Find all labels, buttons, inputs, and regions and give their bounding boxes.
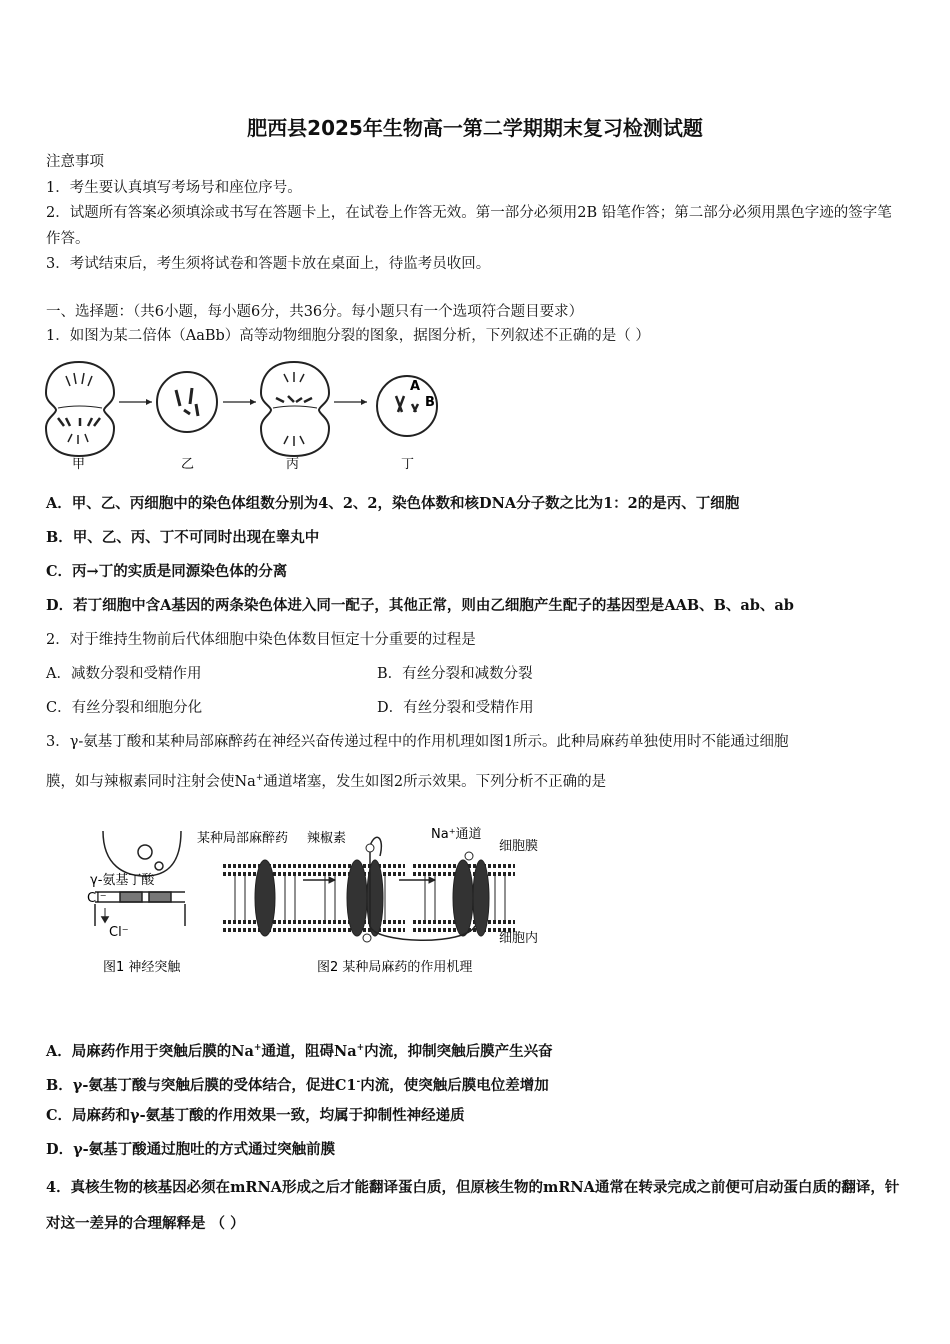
- fig2-label-capsaicin: 辣椒素: [307, 831, 347, 846]
- section-heading: 一、选择题：（共6小题，每小题6分，共36分。每小题只有一个选项符合题目要求）: [46, 304, 584, 320]
- q3-stem-line-1: 3．γ-氨基丁酸和某种局部麻醉药在神经兴奋传递过程中的作用机理如图1所示。此种局麻药单独使用时不能通过细胞: [46, 734, 789, 750]
- q2-option-b: B．有丝分裂和减数分裂: [377, 666, 533, 682]
- q3-stem-line-2: 膜，如与辣椒素同时注射会使Na+通道堵塞，发生如图2所示效果。下列分析不正确的是: [46, 773, 607, 790]
- notice-item-1: 1．考生要认真填写考场号和座位序号。: [46, 180, 302, 196]
- q3-synapse-figure: [85, 826, 545, 981]
- q3-option-a: A．局麻药作用于突触后膜的Na+通道，阻碍Na+内流，抑制突触后膜产生兴奋: [46, 1042, 553, 1060]
- notice-item-3: 3．考试结束后，考生须将试卷和答题卡放在桌面上，待监考员收回。: [46, 256, 491, 272]
- fig-label-bing: 丙: [286, 457, 300, 472]
- fig1-caption: 图1 神经突触: [103, 960, 181, 975]
- q3-option-d: D．γ-氨基丁酸通过胞吐的方式通过突触前膜: [46, 1141, 336, 1158]
- fig2-label-na-channel: Na⁺通道: [431, 827, 482, 842]
- fig-label-ding: 丁: [401, 457, 415, 472]
- fig1-label-cl-bottom: Cl⁻: [109, 925, 129, 940]
- q1-option-d: D．若丁细胞中含A基因的两条染色体进入同一配子，其他正常，则由乙细胞产生配子的基因型是AAB、B、ab、ab: [46, 597, 794, 614]
- membrane-diagram: [223, 837, 515, 942]
- q2-option-c: C．有丝分裂和细胞分化: [46, 700, 203, 716]
- q2-option-a: A．减数分裂和受精作用: [46, 666, 202, 682]
- q2-options-row-1: [46, 664, 906, 684]
- fig1-label-cl-top: Cl⁻: [87, 891, 107, 906]
- fig2-label-membrane: 细胞膜: [499, 839, 539, 854]
- q2-option-d: D．有丝分裂和受精作用: [377, 700, 534, 716]
- fig2-label-anesthetic: 某种局部麻醉药: [197, 831, 289, 846]
- q3-option-c: C．局麻药和γ-氨基丁酸的作用效果一致，均属于抑制性神经递质: [46, 1107, 465, 1124]
- q3-option-b: B．γ-氨基丁酸与突触后膜的受体结合，促进C1-内流，使突触后膜电位差增加: [46, 1076, 549, 1094]
- gene-label-A: A: [410, 379, 421, 394]
- q1-stem: 1．如图为某二倍体（AaBb）高等动物细胞分裂的图象，据图分析，下列叙述不正确的是（ ）: [46, 328, 650, 344]
- notice-heading: 注意事项: [46, 154, 104, 170]
- fig-label-jia: 甲: [72, 457, 86, 472]
- cell-yi: [157, 372, 217, 432]
- q1-cell-division-figure: [44, 358, 444, 473]
- q2-stem: 2．对于维持生物前后代体细胞中染色体数目恒定十分重要的过程是: [46, 632, 476, 648]
- fig2-label-intracellular: 细胞内: [499, 931, 539, 946]
- notice-item-2: 2．试题所有答案必须填涂或书写在答题卡上，在试卷上作答无效。第一部分必须用2B 铅笔作答；第二部分必须用黑色字迹的签字笔作答。: [46, 205, 892, 247]
- fig2-caption: 图2 某种局麻药的作用机理: [317, 960, 473, 975]
- q1-option-c: C．丙→丁的实质是同源染色体的分离: [46, 563, 288, 580]
- page-title: 肥西县2025年生物高一第二学期期末复习检测试题: [247, 116, 703, 140]
- gene-label-B: B: [425, 395, 435, 410]
- fig-label-yi: 乙: [181, 457, 195, 472]
- q1-option-a: A．甲、乙、丙细胞中的染色体组数分别为4、2、2，染色体数和核DNA分子数之比为1：2的是丙、丁细胞: [46, 495, 740, 512]
- fig1-label-gaba: γ-氨基丁酸: [90, 873, 155, 888]
- q2-options-row-2: [46, 698, 906, 718]
- cell-jia: [46, 362, 114, 456]
- q4-stem: 4．真核生物的核基因必须在mRNA形成之后才能翻译蛋白质，但原核生物的mRNA通常在转录完成之前便可启动蛋白质的翻译，针对这一差异的合理解释是 （ ）: [46, 1179, 900, 1232]
- cell-bing: [261, 362, 329, 456]
- q1-option-b: B．甲、乙、丙、丁不可同时出现在睾丸中: [46, 529, 320, 546]
